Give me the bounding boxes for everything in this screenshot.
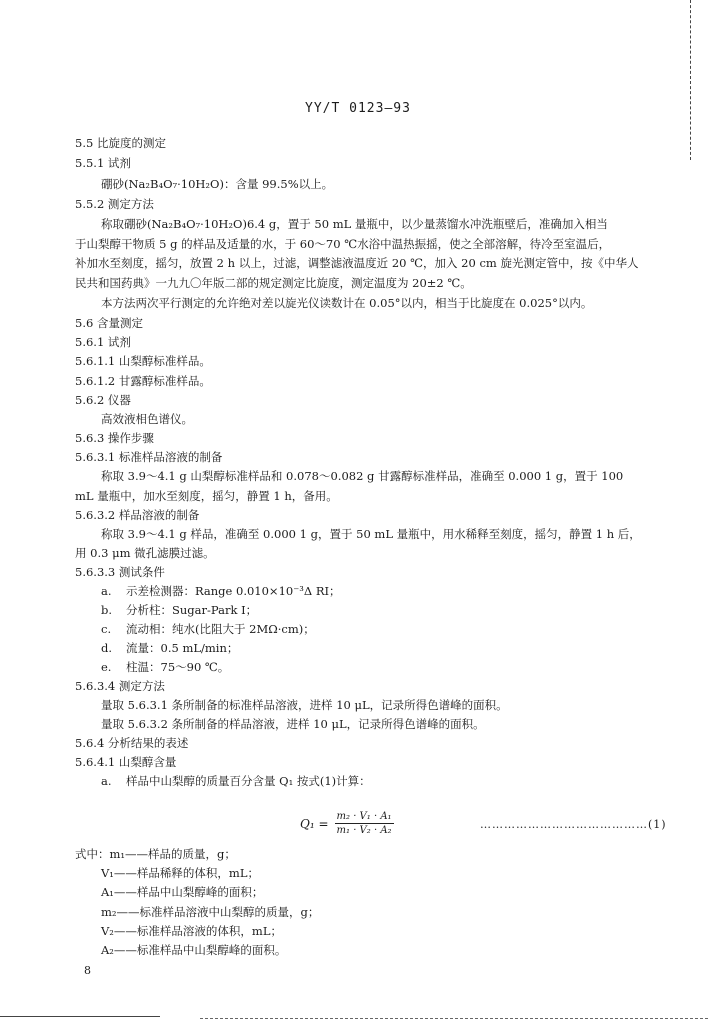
list-marker: d. [101,641,113,655]
section-5-6-3-3-heading: 5.6.3.3 测试条件 [75,565,165,579]
formula-lhs: Q₁ = [300,816,329,831]
paragraph-line: 量取 5.6.3.1 条所制备的标准样品溶液，进样 10 μL，记录所得色谱峰的面积。 [101,698,508,712]
variable-definition: 式中：m₁——样品的质量，g； [75,847,236,861]
section-5-6-2-heading: 5.6.2 仪器 [75,393,131,407]
page-number: 8 [84,964,91,977]
scan-edge-bottom [0,1016,160,1018]
paragraph-line: 本方法两次平行测定的允许绝对差以旋光仪读数计在 0.05°以内，相当于比旋度在 0.025°以内。 [101,296,593,310]
variable-definition: m₂——标准样品溶液中山梨醇的质量，g； [101,905,320,919]
variable-definition: V₂——标准样品溶液的体积，mL； [101,924,282,938]
section-5-6-1-heading: 5.6.1 试剂 [75,335,131,349]
scan-edge-right [690,0,692,160]
condition-text: 分析柱：Sugar-Park I； [126,603,258,617]
condition-text: 流量：0.5 mL/min； [126,641,239,655]
variable-definition: V₁——样品稀释的体积，mL； [101,866,259,880]
paragraph-line: 补加水至刻度，摇匀，放置 2 h 以上，过滤，调整滤液温度近 20 ℃，加入 20 cm 旋光测定管中，按《中华人 [75,256,639,270]
variable-definition: A₂——标准样品中山梨醇峰的面积。 [101,943,287,957]
condition-item [101,603,257,617]
paragraph-line: 称取 3.9～4.1 g 山梨醇标准样品和 0.078～0.082 g 甘露醇标准样品，准确至 0.000 1 g，置于 100 [101,469,624,483]
condition-item [101,622,315,636]
condition-item [101,641,238,655]
paragraph-line: 用 0.3 μm 微孔滤膜过滤。 [75,546,215,560]
section-5-5-heading: 5.5 比旋度的测定 [75,136,166,150]
formula-numerator: m₂ · V₁ · A₁ [336,811,392,822]
section-5-6-3-4-heading: 5.6.3.4 测定方法 [75,679,165,693]
instrument-hplc: 高效液相色谱仪。 [101,412,193,426]
variable-definition: A₁——样品中山梨醇峰的面积； [101,885,264,899]
section-5-6-4-heading: 5.6.4 分析结果的表述 [75,736,189,750]
equation-number: ……………………………………(1) [480,818,667,831]
section-5-6-3-heading: 5.6.3 操作步骤 [75,431,154,445]
condition-item [101,584,341,598]
section-5-5-2-heading: 5.5.2 测定方法 [75,197,154,211]
paragraph-line: 称取 3.9～4.1 g 样品，准确至 0.000 1 g，置于 50 mL 量瓶中，用水稀释至刻度，摇匀，静置 1 h 后， [101,527,641,541]
calculation-text: 样品中山梨醇的质量百分含量 Q₁ 按式(1)计算： [126,774,371,788]
paragraph-line: 量取 5.6.3.2 条所制备的样品溶液，进样 10 μL，记录所得色谱峰的面积。 [101,717,485,731]
condition-item [101,660,229,674]
list-marker: a. [101,584,112,598]
paragraph-line: mL 量瓶中，加水至刻度，摇匀，静置 1 h，备用。 [75,489,338,503]
reagent-borax: 硼砂(Na₂B₄O₇·10H₂O)：含量 99.5%以上。 [101,177,334,191]
list-marker: a. [101,774,112,788]
section-5-6-heading: 5.6 含量测定 [75,316,143,330]
calculation-item [101,774,371,788]
section-5-6-3-1-heading: 5.6.3.1 标准样品溶液的制备 [75,450,223,464]
condition-text: 示差检测器：Range 0.010×10⁻³Δ RI； [126,584,341,598]
scan-edge-bottom-dashed [200,1018,708,1020]
list-marker: e. [101,660,112,674]
formula-denominator: m₁ · V₂ · A₂ [336,825,392,836]
list-marker: c. [101,622,112,636]
paragraph-line: 民共和国药典》一九九〇年版二部的规定测定比旋度，测定温度为 20±2 ℃。 [75,276,472,290]
section-5-6-1-2: 5.6.1.2 甘露醇标准样品。 [75,374,211,388]
formula-fraction [335,811,394,836]
section-5-6-3-2-heading: 5.6.3.2 样品溶液的制备 [75,508,200,522]
condition-text: 流动相：纯水(比阻大于 2MΩ·cm)； [126,622,315,636]
condition-text: 柱温：75～90 ℃。 [126,660,230,674]
section-5-6-1-1: 5.6.1.1 山梨醇标准样品。 [75,354,211,368]
paragraph-line: 称取硼砂(Na₂B₄O₇·10H₂O)6.4 g，置于 50 mL 量瓶中，以少量蒸馏水冲洗瓶壁后，准确加入相当 [101,217,608,231]
paragraph-line: 于山梨醇干物质 5 g 的样品及适量的水，于 60～70 ℃水浴中温热振摇，使之全部溶解，待冷至室温后， [75,237,611,251]
list-marker: b. [101,603,113,617]
formula-1 [300,811,394,836]
section-5-6-4-1-heading: 5.6.4.1 山梨醇含量 [75,755,177,769]
standard-number-header: YY/T 0123—93 [305,101,411,116]
section-5-5-1-heading: 5.5.1 试剂 [75,156,131,170]
